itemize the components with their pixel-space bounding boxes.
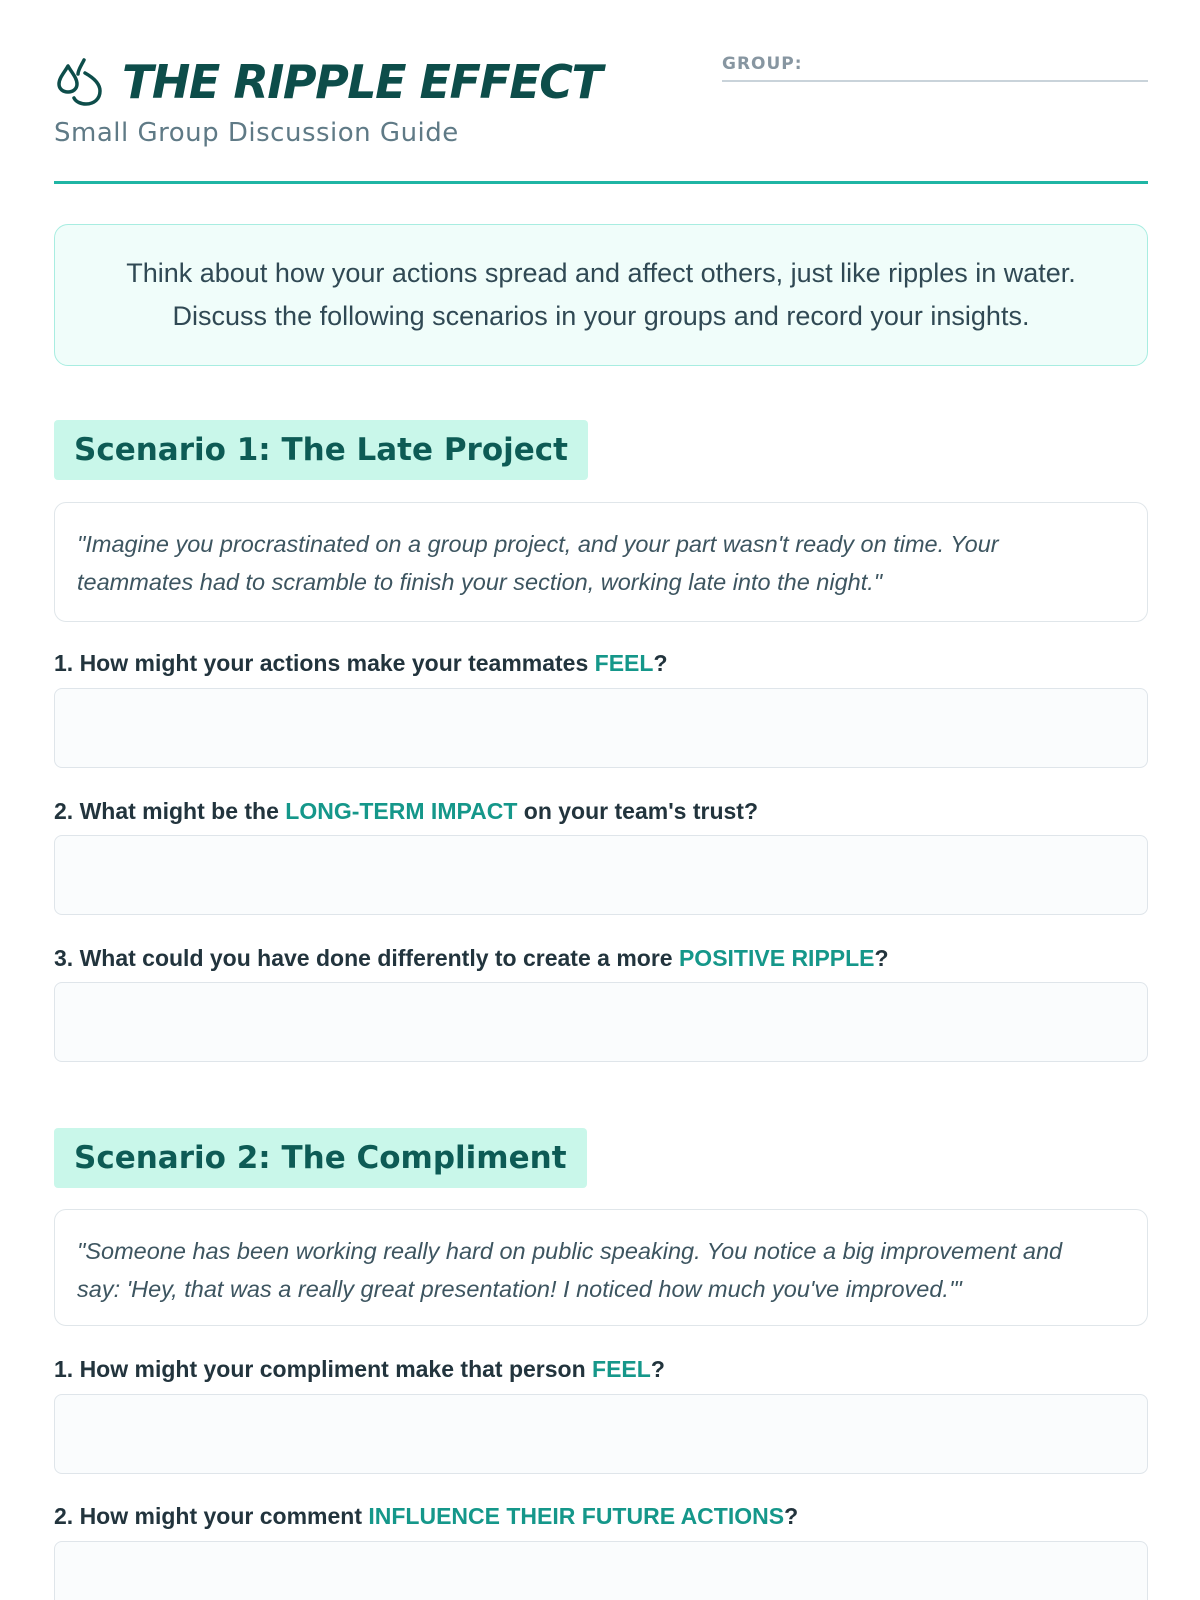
question-text: 2. What might be the xyxy=(54,798,286,824)
question-text: 1. How might your actions make your teammates xyxy=(54,650,595,676)
intro-line-2: Discuss the following scenarios in your groups and record your insights. xyxy=(172,301,1030,331)
scenario-1-question-1 xyxy=(54,648,668,678)
question-keyword: LONG-TERM IMPACT xyxy=(285,798,518,824)
header xyxy=(54,0,1148,184)
group-label: GROUP: xyxy=(722,54,803,74)
scenario-2-title: Scenario 2: The Compliment xyxy=(54,1128,587,1188)
question-keyword: POSITIVE RIPPLE xyxy=(678,945,875,971)
group-name-field[interactable] xyxy=(722,54,1148,82)
scenario-2-question-1 xyxy=(54,1354,665,1384)
scenario-2-answer-1[interactable] xyxy=(54,1394,1148,1474)
scenario-2-quote-line-2: say: 'Hey, that was a really great presentation! I noticed how much you've improved.'" xyxy=(77,1276,962,1302)
question-text-end: ? xyxy=(650,1356,665,1382)
scenario-1-title: Scenario 1: The Late Project xyxy=(54,420,588,480)
intro-box xyxy=(54,224,1148,366)
intro-line-1: Think about how your actions spread and affect others, just like ripples in water. xyxy=(126,258,1076,288)
scenario-1-answer-2[interactable] xyxy=(54,835,1148,915)
scenario-2-quote xyxy=(54,1209,1148,1326)
scenario-1-question-3 xyxy=(54,943,889,973)
question-keyword: FEEL xyxy=(592,1356,651,1382)
question-text: 3. What could you have done differently to create a more xyxy=(54,945,679,971)
question-text: 2. How might your comment xyxy=(54,1503,369,1529)
question-text-end: ? xyxy=(874,945,889,971)
question-text-end: ? xyxy=(653,650,668,676)
title-row xyxy=(54,56,601,108)
worksheet-page xyxy=(54,0,1148,1600)
scenario-2-question-2 xyxy=(54,1501,798,1531)
scenario-1-answer-3[interactable] xyxy=(54,982,1148,1062)
question-keyword: INFLUENCE THEIR FUTURE ACTIONS xyxy=(368,1503,785,1529)
water-drop-icon xyxy=(54,56,104,108)
scenario-1-answer-1[interactable] xyxy=(54,688,1148,768)
scenario-1-quote-line-2: teammates had to scramble to finish your section, working late into the night." xyxy=(77,569,883,595)
page-title: THE RIPPLE EFFECT xyxy=(122,55,602,109)
scenario-2-quote-line-1: "Someone has been working really hard on public speaking. You notice a big improvement and xyxy=(77,1238,1063,1264)
scenario-1-question-2 xyxy=(54,796,758,826)
scenario-1-quote xyxy=(54,502,1148,622)
question-keyword: FEEL xyxy=(594,650,654,676)
page-subtitle: Small Group Discussion Guide xyxy=(54,118,459,148)
question-text-end: on your team's trust? xyxy=(517,798,759,824)
question-text: 1. How might your compliment make that person xyxy=(54,1356,593,1382)
scenario-2-answer-2[interactable] xyxy=(54,1541,1148,1600)
question-text-end: ? xyxy=(784,1503,799,1529)
scenario-1-quote-line-1: "Imagine you procrastinated on a group project, and your part wasn't ready on time. Your xyxy=(77,531,999,557)
